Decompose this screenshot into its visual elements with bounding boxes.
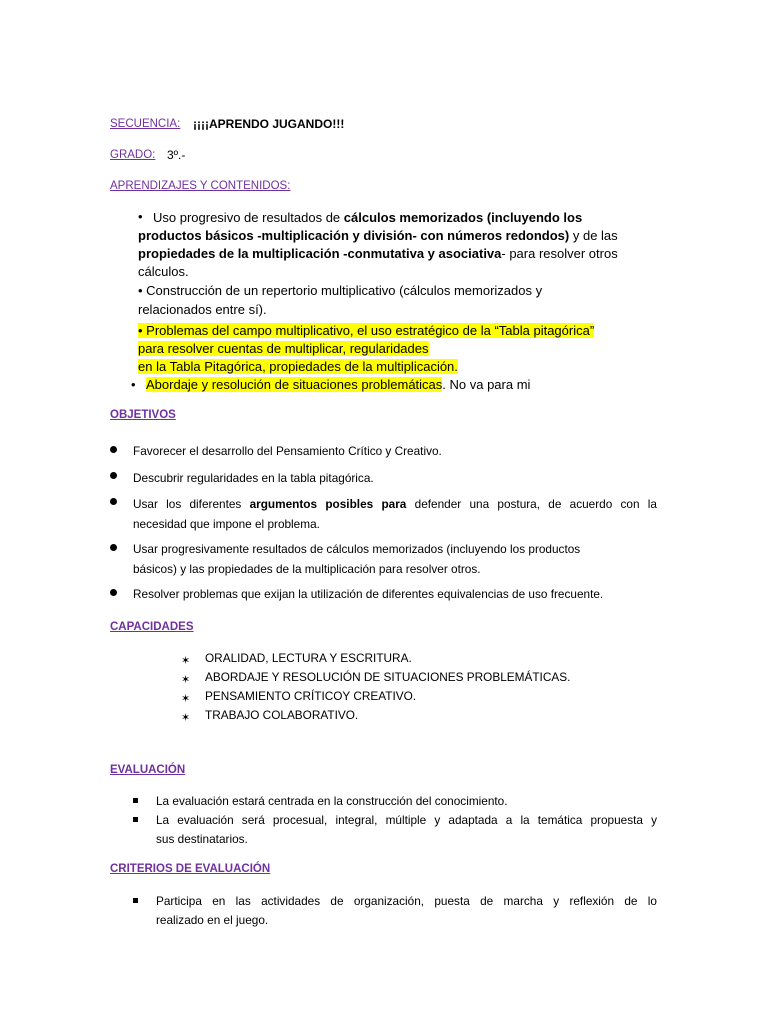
- grado-label: GRADO:: [110, 149, 156, 161]
- aprendizajes-item-3-line-3: en la Tabla Pitagórica, propiedades de la multiplicación.: [138, 359, 458, 374]
- criterios-bullet-1: [133, 898, 138, 903]
- objetivos-item-4-line-2: básicos) y las propiedades de la multiplicación para resolver otros.: [133, 562, 481, 576]
- aprendizajes-bullet-4: •: [131, 377, 136, 392]
- aprendizajes-item-2-line-1: • Construcción de un repertorio multiplicativo (cálculos memorizados y: [138, 283, 543, 298]
- aprendizajes-item-1-line-4: cálculos.: [138, 264, 189, 279]
- aprendizajes-item-1-line-1: Uso progresivo de resultados de cálculos memorizados (incluyendo los: [153, 210, 583, 225]
- objetivos-item-2: Descubrir regularidades en la tabla pitagórica.: [133, 471, 374, 485]
- objetivos-bullet-3: [110, 498, 117, 505]
- aprendizajes-item-1-line-2: productos básicos -multiplicación y división- con números redondos) y de las: [138, 228, 618, 243]
- objetivos-bullet-4: [110, 544, 117, 551]
- capacidades-item-3: PENSAMIENTO CRÍTICOY CREATIVO.: [205, 689, 417, 703]
- evaluacion-item-2-line-2: sus destinatarios.: [156, 832, 248, 846]
- aprendizajes-item-3-line-1: • Problemas del campo multiplicativo, el uso estratégico de la “Tabla pitagórica”: [138, 323, 595, 338]
- star-bullet-icon: ✶: [181, 712, 191, 724]
- evaluacion-item-2-line-1: La evaluación será procesual, integral, múltiple y adaptada a la temática propuesta y: [156, 813, 657, 827]
- aprendizajes-item-3-line-2: para resolver cuentas de multiplicar, regularidades: [138, 341, 429, 356]
- criterios-heading: CRITERIOS DE EVALUACIÓN: [110, 863, 271, 875]
- capacidades-item-4: TRABAJO COLABORATIVO.: [205, 708, 359, 722]
- evaluacion-item-1: La evaluación estará centrada en la construcción del conocimiento.: [156, 794, 508, 808]
- objetivos-bullet-1: [110, 446, 117, 453]
- grado-value: 3º.-: [167, 148, 186, 162]
- capacidades-item-1: ORALIDAD, LECTURA Y ESCRITURA.: [205, 651, 412, 665]
- evaluacion-heading: EVALUACIÓN: [110, 764, 186, 776]
- secuencia-value: ¡¡¡¡APRENDO JUGANDO!!!: [193, 117, 345, 131]
- objetivos-item-3-line-2: necesidad que impone el problema.: [133, 517, 320, 531]
- evaluacion-bullet-1: [133, 798, 138, 803]
- objetivos-bullet-2: [110, 472, 117, 479]
- star-bullet-icon: ✶: [181, 655, 191, 667]
- aprendizajes-item-1-line-3: propiedades de la multiplicación -conmutativa y asociativa- para resolver otros: [138, 246, 618, 261]
- objetivos-item-5: Resolver problemas que exijan la utilización de diferentes equivalencias de uso frecuente.: [133, 587, 604, 601]
- aprendizajes-item-2-line-2: relacionados entre sí).: [138, 302, 267, 317]
- criterios-item-1-line-1: Participa en las actividades de organización, puesta de marcha y reflexión de lo: [156, 894, 657, 908]
- objetivos-item-4-line-1: Usar progresivamente resultados de cálculos memorizados (incluyendo los productos: [133, 542, 581, 556]
- aprendizajes-item-4: Abordaje y resolución de situaciones problemáticas. No va para mi: [146, 377, 531, 392]
- aprendizajes-heading: APRENDIZAJES Y CONTENIDOS:: [110, 180, 291, 192]
- star-bullet-icon: ✶: [181, 693, 191, 705]
- capacidades-item-2: ABORDAJE Y RESOLUCIÓN DE SITUACIONES PROBLEMÁTICAS.: [205, 670, 571, 684]
- objetivos-bullet-5: [110, 589, 117, 596]
- aprendizajes-bullet-1: •: [138, 209, 143, 224]
- evaluacion-bullet-2: [133, 817, 138, 822]
- objetivos-item-3-line-1: Usar los diferentes argumentos posibles para defender una postura, de acuerdo con la: [133, 497, 657, 511]
- objetivos-heading: OBJETIVOS: [110, 409, 176, 421]
- objetivos-item-1: Favorecer el desarrollo del Pensamiento Crítico y Creativo.: [133, 444, 442, 458]
- secuencia-label: SECUENCIA:: [110, 118, 181, 130]
- star-bullet-icon: ✶: [181, 674, 191, 686]
- criterios-item-1-line-2: realizado en el juego.: [156, 913, 269, 927]
- capacidades-heading: CAPACIDADES: [110, 621, 194, 633]
